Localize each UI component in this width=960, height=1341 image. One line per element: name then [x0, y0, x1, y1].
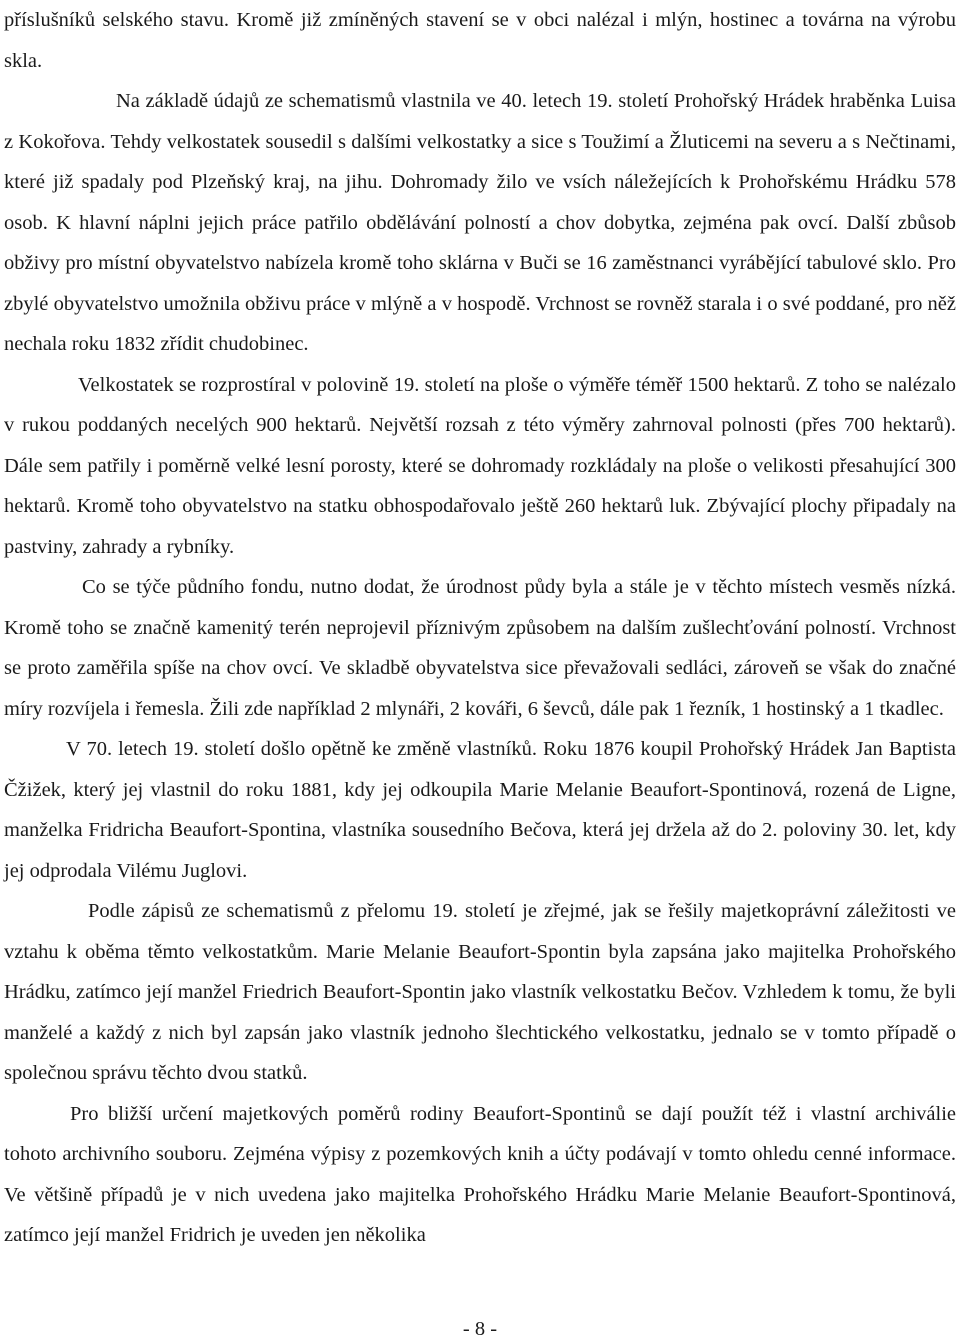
page-number: - 8 - [462, 1318, 498, 1340]
body-text [4, 0, 956, 1256]
paragraph: Co se týče půdního fondu, nutno dodat, že úrodnost půdy byla a stále je v těchto místech vesměs nízká. Kromě toho se značně kamenitý terén neprojevil příznivým způsobem na dalším zušlechťování polností. Vrchnost se proto zaměřila spíše na chov ovcí. Ve skladbě obyvatelstva sice převažovali sedláci, zároveň se však do značné míry rozvíjela i řemesla. Žili zde například 2 mlynáři, 2 kováři, 6 ševců, dále pak 1 řezník, 1 hostinský a 1 tkadlec. [4, 576, 956, 720]
paragraph: příslušníků selského stavu. Kromě již zmíněných stavení se v obci nalézal i mlýn, hostinec a továrna na výrobu skla. [4, 9, 956, 72]
paragraph: V 70. letech 19. století došlo opětně ke změně vlastníků. Roku 1876 koupil Prohořský Hrádek Jan Baptista Čžižek, který jej vlastnil do roku 1881, kdy jej odkoupila Marie Melanie Beaufort-Spontinová, rozená de Ligne, manželka Fridricha Beaufort-Spontina, vlastníka sousedního Bečova, která jej držela až do 2. poloviny 30. let, kdy jej odprodala Vilému Juglovi. [4, 738, 956, 882]
paragraph: Pro bližší určení majetkových poměrů rodiny Beaufort-Spontinů se dají použít též i vlastní archiválie tohoto archivního souboru. Zejména výpisy z pozemkových knih a účty podávají v tomto ohledu cenné informace. Ve většině případů je v nich uvedena jako majitelka Prohořského Hrádku Marie Melanie Beaufort-Spontinová, zatímco její manžel Fridrich je uveden jen několika [4, 1102, 956, 1246]
paragraph: Velkostatek se rozprostíral v polovině 19. století na ploše o výměře téměř 1500 hektarů. Z toho se nalézalo v rukou poddaných necelých 900 hektarů. Největší rozsah z této výměry zahrnoval polnosti (přes 700 hektarů). Dále sem patřily i poměrně velké lesní porosty, které se dohromady rozkládaly na ploše o velikosti přesahující 300 hektarů. Kromě toho obyvatelstvo na statku obhospodařovalo ještě 260 hektarů luk. Zbývající plochy připadaly na pastviny, zahrady a rybníky. [4, 373, 956, 558]
paragraph: Na základě údajů ze schematismů vlastnila ve 40. letech 19. století Prohořský Hrádek hraběnka Luisa z Kokořova. Tehdy velkostatek sousedil s dalšími velkostatky a sice s Toužimí a Žluticemi na severu a s Nečtinami, které již spadaly pod Plzeňský kraj, na jihu. Dohromady žilo ve vsích náležejících k Prohořskému Hrádku 578 osob. K hlavní náplni jejich práce patřilo obdělávání polností a chov dobytka, zejména pak ovcí. Další zbůsob obživy pro místní obyvatelstvo nabízela kromě toho sklárna v Buči se 16 zaměstnanci vyrábějící tabulové sklo. Pro zbylé obyvatelstvo umožnila obživu práce v mlýně a v hospodě. Vrchnost se rovněž starala i o své poddané, pro něž nechala roku 1832 zřídit chudobinec. [4, 90, 956, 355]
paragraph: Podle zápisů ze schematismů z přelomu 19. století je zřejmé, jak se řešily majetkoprávní záležitosti ve vztahu k oběma těmto velkostatkům. Marie Melanie Beaufort-Spontin byla zapsána jako majitelka Prohořského Hrádku, zatímco její manžel Friedrich Beaufort-Spontin jako vlastník velkostatku Bečov. Vzhledem k tomu, že byli manželé a každý z nich byl zapsán jako vlastník jednoho šlechtického velkostatku, jednalo se v tomto případě o společnou správu těchto dvou statků. [4, 900, 956, 1084]
